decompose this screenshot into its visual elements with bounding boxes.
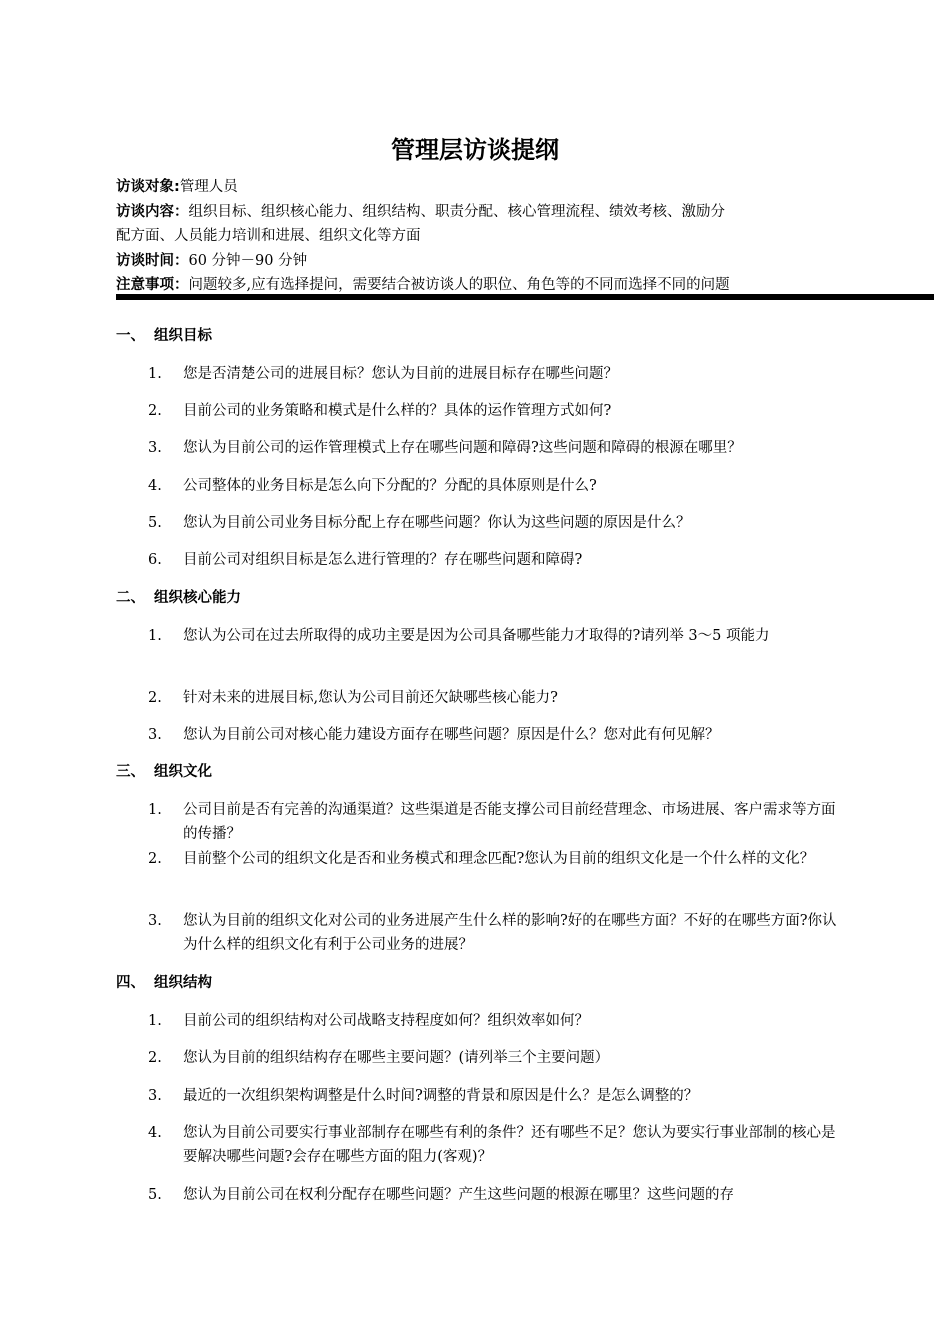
- interview-notes-label: 注意事项：: [116, 277, 189, 293]
- list-item: 1. 您认为公司在过去所取得的成功主要是因为公司具备哪些能力才取得的?请列举 3～5 项能力: [148, 628, 770, 644]
- interview-target: [116, 175, 836, 199]
- document-title: 管理层访谈提纲: [391, 136, 559, 164]
- list-item: 1. 公司目前是否有完善的沟通渠道？这些渠道是否能支撑公司目前经营理念、市场进展、客户需求等方面的传播？: [148, 802, 836, 842]
- interview-content-continued: [116, 224, 836, 248]
- section-heading-core-capabilities: 二、 组织核心能力: [116, 590, 241, 606]
- section-heading-org-structure: 四、 组织结构: [116, 975, 212, 991]
- list-item: 2. 针对未来的进展目标,您认为公司目前还欠缺哪些核心能力?: [148, 690, 558, 706]
- interview-target-label: 访谈对象:: [116, 179, 180, 195]
- interview-notes-value: 问题较多,应有选择提问，需要结合被访谈人的职位、角色等的不同而选择不同的问题: [188, 277, 730, 293]
- list-item: 2. 您认为目前的组织结构存在哪些主要问题？(请列举三个主要问题）: [148, 1050, 610, 1066]
- list-item: 3. 您认为目前公司的运作管理模式上存在哪些问题和障碍?这些问题和障碍的根源在哪里？: [148, 440, 742, 456]
- interview-content-value-line1: 组织目标、组织核心能力、组织结构、职责分配、核心管理流程、绩效考核、激励分: [188, 204, 725, 220]
- list-item: 1. 您是否清楚公司的进展目标？您认为目前的进展目标存在哪些问题？: [148, 366, 618, 382]
- interview-content-value-line2: 配方面、人员能力培训和进展、组织文化等方面: [116, 228, 421, 244]
- list-item: 3. 您认为目前的组织文化对公司的业务进展产生什么样的影响?好的在哪些方面？不好的在哪些方面?你认为什么样的组织文化有利于公司业务的进展？: [148, 913, 837, 953]
- list-item: 5. 您认为目前公司业务目标分配上存在哪些问题？你认为这些问题的原因是什么？: [148, 515, 691, 531]
- list-item: 2. 目前公司的业务策略和模式是什么样的？具体的运作管理方式如何?: [148, 403, 612, 419]
- list-item: 3. 最近的一次组织架构调整是什么时间?调整的背景和原因是什么？是怎么调整的？: [148, 1088, 699, 1104]
- interview-content-label: 访谈内容：: [116, 204, 189, 220]
- section-heading-org-goals: 一、 组织目标: [116, 328, 212, 344]
- interview-target-value: 管理人员: [179, 179, 238, 195]
- header-divider: [116, 294, 934, 300]
- interview-time-label: 访谈时间：: [116, 253, 189, 269]
- interview-time: [116, 249, 836, 273]
- list-item: 6. 目前公司对组织目标是怎么进行管理的？存在哪些问题和障碍?: [148, 552, 583, 568]
- list-item: 2. 目前整个公司的组织文化是否和业务模式和理念匹配?您认为目前的组织文化是一个什么样的文化？: [148, 851, 815, 867]
- list-item: 5. 您认为目前公司在权利分配存在哪些问题？产生这些问题的根源在哪里？这些问题的存: [148, 1187, 734, 1203]
- list-item: 4. 您认为目前公司要实行事业部制存在哪些有利的条件？还有哪些不足？您认为要实行事业部制的核心是要解决哪些问题?会存在哪些方面的阻力(客观)？: [148, 1125, 836, 1165]
- interview-time-value: 60 分钟－90 分钟: [188, 253, 308, 269]
- list-item: 3. 您认为目前公司对核心能力建设方面存在哪些问题？原因是什么？您对此有何见解？: [148, 727, 720, 743]
- section-heading-org-culture: 三、 组织文化: [116, 764, 212, 780]
- interview-content: [116, 200, 836, 224]
- list-item: 4. 公司整体的业务目标是怎么向下分配的？分配的具体原则是什么?: [148, 478, 597, 494]
- list-item: 1. 目前公司的组织结构对公司战略支持程度如何？组织效率如何？: [148, 1013, 589, 1029]
